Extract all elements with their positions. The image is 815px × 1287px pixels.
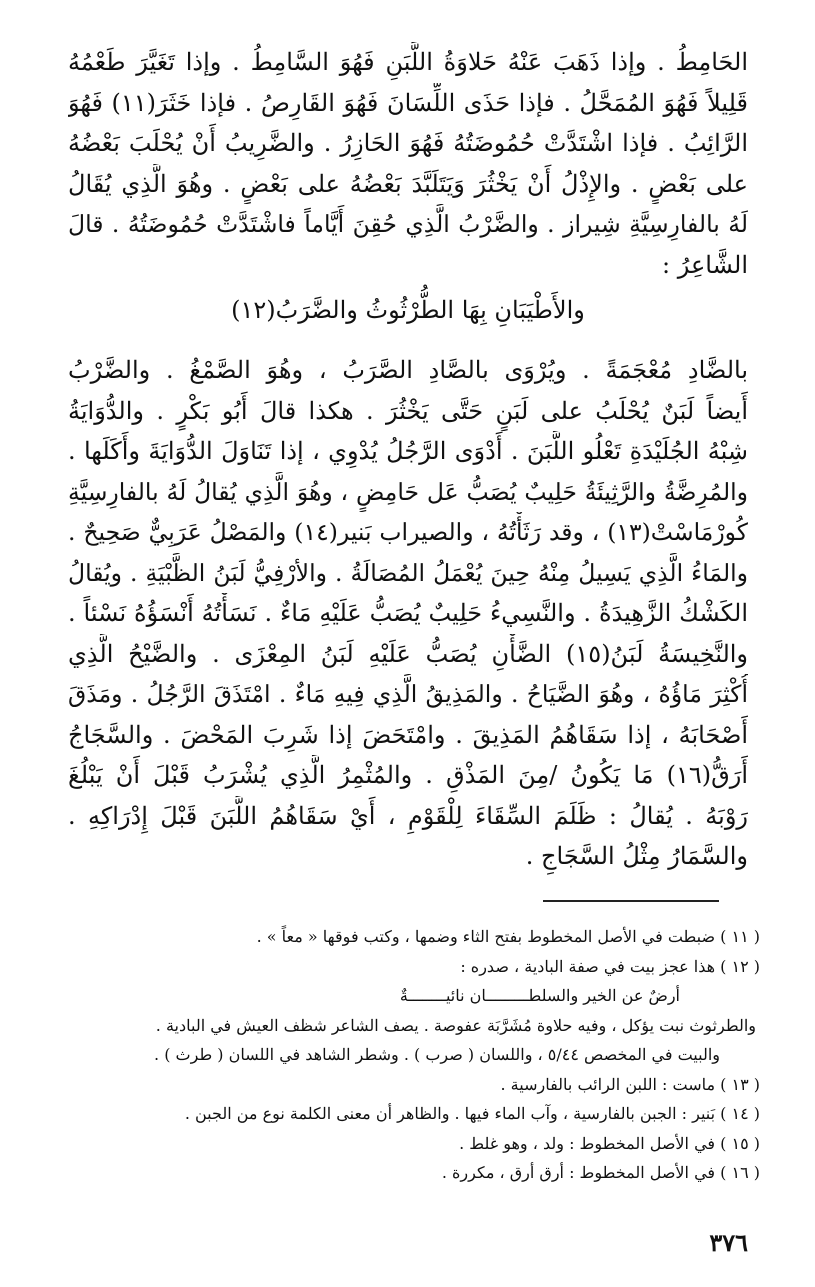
text-line: قَلِيلاً فَهُوَ المُمَحَّلُ . فإذا حَذَى اللِّسَانَ فَهُوَ القَارِصُ . فإذا خَثَرَ(١١) فَهُوَ bbox=[68, 88, 748, 117]
main-text-top bbox=[68, 42, 748, 285]
text-line: والمُرِضَّةُ والرَّثِيئَةُ حَلِيبٌ يُصَبُّ عَل حَامِضٍ ، وهُوَ الَّذِي يُقالُ لَهُ بالفارِسِيَّةِ bbox=[68, 477, 748, 506]
footnotes bbox=[120, 922, 760, 1188]
footnote-line: والطرثوث نبت يؤكل ، وفيه حلاوة مُشَرَّبَة عفوصة . يصف الشاعر شظف العيش في البادية . bbox=[155, 1015, 756, 1035]
footnote-line: ( ١٤ ) بَنير : الجبن بالفارسية ، وآب الماء فيها . والظاهر أن معنى الكلمة نوع من الجبن . bbox=[184, 1104, 760, 1123]
text-line: والنَّخِيسَةُ لَبَنُ(١٥) الضَّأْنِ يُصَبُّ عَلَيْهِ لَبَنُ المِعْزَى . والضَّيْحُ الَّذِي bbox=[68, 639, 748, 668]
text-line: أَيضاً لَبَنٌ يُحْلَبُ على لَبَنٍ حَتَّى يَخْثُرَ . هكذا قالَ أَبُو بَكْرٍ . والدُّوَايَةُ bbox=[68, 396, 748, 425]
main-text-bottom bbox=[68, 350, 748, 877]
text-line: الرَّائِبُ . فإذا اشْتَدَّتْ حُمُوضَتُهُ فَهُوَ الحَازِرُ . والضَّرِيبُ أَنْ يُحْلَبَ بَعْضُهُ bbox=[68, 129, 748, 157]
text-line: والسَّمَارُ مِثْلُ السَّجَاجِ . bbox=[525, 842, 748, 870]
text-line: أَرَقُّ(١٦) مَا يَكُونُ /مِنَ المَذْقِ . والمُثْمِرُ الَّذِي يُشْرَبُ قَبْلَ أَنْ يَبْلُغَ bbox=[68, 761, 748, 789]
text-line: أَصْحَابَهُ ، إذا سَقَاهُمُ المَذِيقَ . وامْتَحَضَ إذا شَرِبَ المَحْضَ . والسَّجَاجُ bbox=[68, 720, 748, 749]
text-line: شِبْهُ الجُلَيْدَةِ تَعْلُو اللَّبَنَ . أَدْوَى الرَّجُلُ يُدْوِي ، إذا تَنَاوَلَ الدُّوَايَةَ وأَكَلَها . bbox=[68, 437, 748, 465]
footnote-line: ( ١١ ) ضبطت في الأصل المخطوط بفتح الثاء وضمها ، وكتب فوقها « معاً » . bbox=[256, 927, 760, 946]
text-line: بالضَّادِ مُعْجَمَةً . ويُرْوَى بالصَّادِ الصَّرَبُ ، وهُوَ الصَّمْغُ . والضَّرْبُ bbox=[68, 356, 748, 384]
text-line: لَهُ بالفارِسِيَّةِ شِيراز . والضَّرْبُ الَّذِي حُقِنَ أَيَّاماً فاشْتَدَّتْ حُمُوضَتُهُ . قالَ bbox=[68, 210, 748, 238]
text-line: الكَشْكُ الزَّهِيدَةُ . والنَّسِيءُ حَلِيبٌ يُصَبُّ عَلَيْهِ مَاءٌ . نَسَأْتُهُ أَنْسَؤُهُ نَسْئاً . bbox=[68, 599, 748, 627]
footnote-line: والبيت في المخصص ٥/٤٤ ، واللسان ( صرب ) . وشطر الشاهد في اللسان ( طرث ) . bbox=[154, 1045, 720, 1064]
text-line: الشَّاعِرُ : bbox=[662, 250, 748, 279]
poem-verse: والأَطْيَبَانِ بِهَا الطُّرْثُوثُ والضَّرَبُ(١٢) bbox=[231, 296, 585, 324]
text-line: والمَاءُ الَّذِي يَسِيلُ مِنْهُ حِينَ يُعْمَلُ المُصَالَةُ . والأرْفِيُّ لَبَنُ الظَّبْيَةِ . ويُقالُ bbox=[68, 558, 748, 587]
text-line: الحَامِطُ . وإذا ذَهَبَ عَنْهُ حَلاوَةُ اللَّبَنِ فَهُوَ السَّامِطُ . وإذا تَغَيَّرَ طَعْمُهُ bbox=[68, 48, 748, 76]
text-line: على بَعْضٍ . والإِذْلُ أَنْ يَخْثُرَ وَيَتَلَبَّدَ بَعْضُهُ على بَعْضٍ . وهُوَ الَّذِي يُقَالُ bbox=[68, 169, 748, 198]
footnote-line: ( ١٥ ) في الأصل المخطوط : ولد ، وهو غلط . bbox=[459, 1133, 760, 1153]
footnote-line: ( ١٣ ) ماست : اللبن الرائب بالفارسية . bbox=[500, 1074, 760, 1094]
footnote-line: ( ١٢ ) هذا عجز بيت في صفة البادية ، صدره : bbox=[460, 956, 760, 976]
footnote-verse-line: أرضٌ عن الخير والسلطـــــــــان نائيــــــــةٌ bbox=[399, 986, 680, 1005]
footnote-line: ( ١٦ ) في الأصل المخطوط : أرق أرق ، مكررة . bbox=[441, 1163, 760, 1182]
page-number: ٣٧٦ bbox=[709, 1228, 748, 1257]
text-line: رَوْبَهُ . يُقالُ : ظَلَمَ السِّقَاءَ لِلْقَوْمِ ، أَيْ سَقَاهُمُ اللَّبَنَ قَبْلَ إِدْرَاكِهِ . bbox=[68, 801, 748, 830]
footnote-divider bbox=[543, 900, 719, 902]
text-line: أُكْثِرَ مَاؤُهُ ، وهُوَ الضَّيَاحُ . والمَذِيقُ الَّذِي فِيهِ مَاءٌ . امْتَذَقَ الرَّجُلُ . ومَذَقَ bbox=[68, 680, 748, 708]
text-line: كُورْمَاسْتْ(١٣) ، وقد رَثَأْتُهُ ، والصيراب بَنير(١٤) والمَصْلُ عَرَبِيٌّ صَحِيحٌ . bbox=[68, 518, 748, 546]
